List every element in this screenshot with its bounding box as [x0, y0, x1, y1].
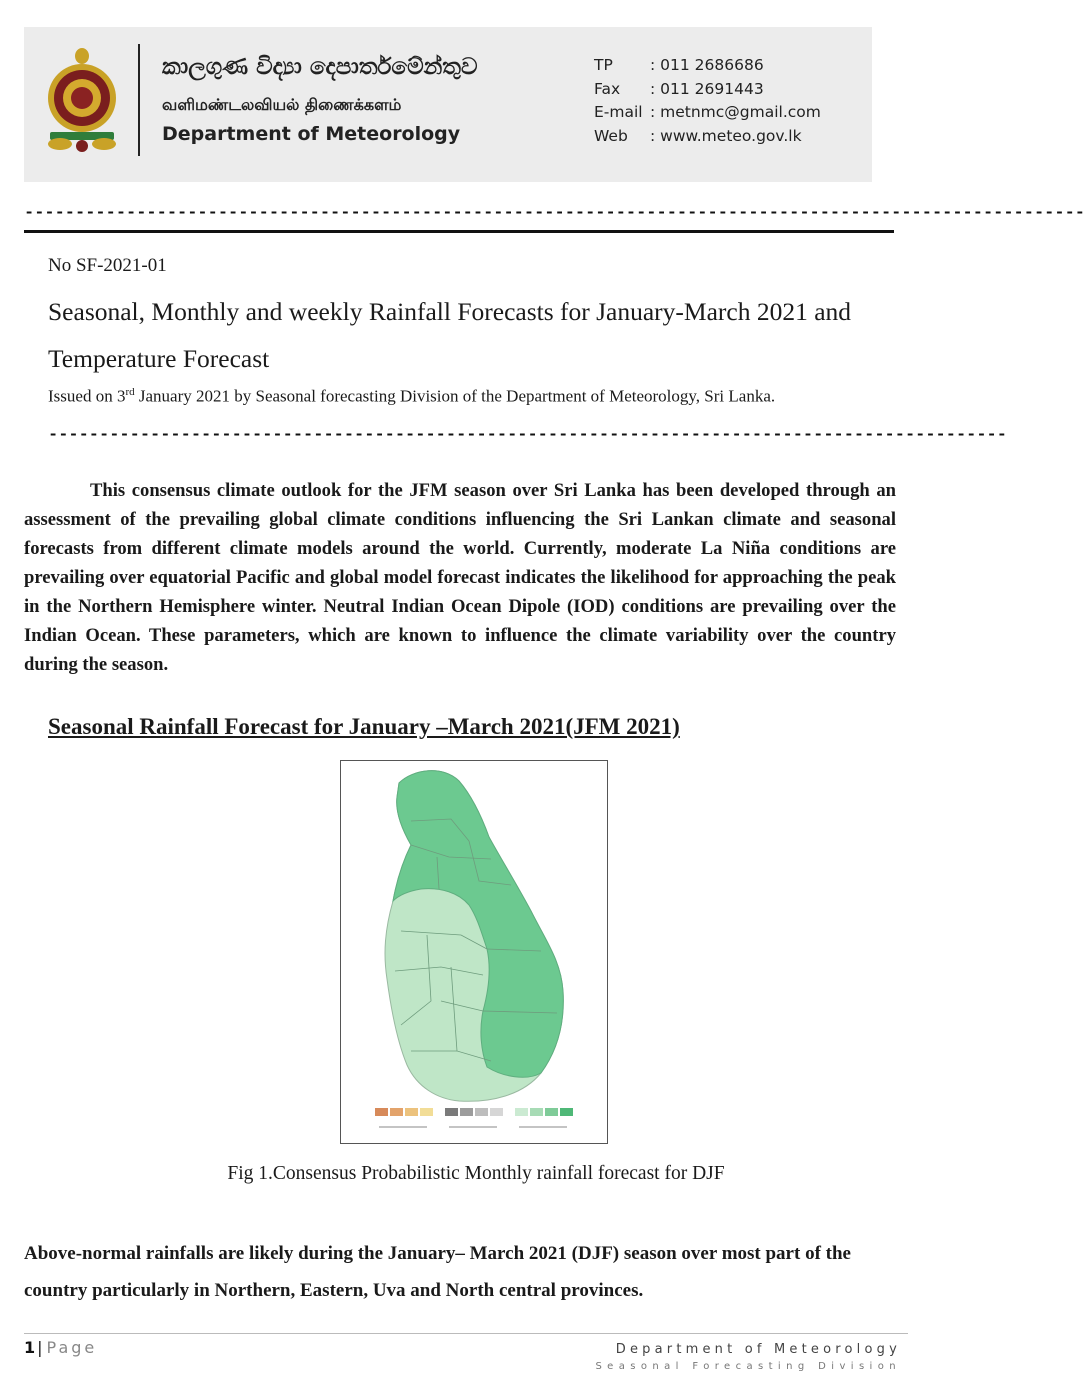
contact-tp: TP : 011 2686686: [594, 56, 764, 74]
legend-swatch: [420, 1108, 433, 1116]
sri-lanka-forecast-map: [341, 761, 606, 1142]
legend-swatch: [375, 1108, 388, 1116]
contact-web: Web : www.meteo.gov.lk: [594, 126, 802, 145]
dashed-separator: ----------------------------------------------------------------------------------------------: [48, 426, 1007, 445]
issued-line: Issued on 3rd January 2021 by Seasonal forecasting Division of the Department of Meteorology, Sri Lanka.: [48, 386, 776, 406]
footer-division: Seasonal Forecasting Division: [595, 1361, 901, 1372]
legend-swatch: [515, 1108, 528, 1116]
contact-email: E-mail : metnmc@gmail.com: [594, 103, 821, 121]
sri-lanka-emblem-icon: [44, 46, 120, 154]
contact-block: [594, 56, 821, 150]
forecast-map-figure: [340, 760, 608, 1144]
document-number: No SF-2021-01: [48, 255, 167, 276]
legend-swatch: [545, 1108, 558, 1116]
dept-name-sinhala: කාලගුණ විද්‍යා දෙපාර්තමේන්තුව: [162, 54, 478, 80]
summary-paragraph: Above-normal rainfalls are likely during the January– March 2021 (DJF) season over most part of the country particularly in Northern, Eastern, Uva and North central provinces.: [24, 1243, 851, 1301]
dept-name-english: Department of Meteorology: [162, 123, 461, 145]
section-heading: Seasonal Rainfall Forecast for January –March 2021(JFM 2021): [48, 714, 680, 739]
legend-swatch: [405, 1108, 418, 1116]
document-title: Seasonal, Monthly and weekly Rainfall Forecasts for January-March 2021 and Temperature Forecast: [48, 297, 852, 373]
legend-swatch: [490, 1108, 503, 1116]
intro-paragraph: This consensus climate outlook for the JFM season over Sri Lanka has been developed through an assessment of the prevailing global climate conditions influencing the Sri Lankan climate and seasonal forecasts from different climate models around the world. Currently, moderate La Niña conditions are prevailing over equatorial Pacific and global model forecast indicates the likelihood for approaching the peak in the Northern Hemisphere winter. Neutral Indian Ocean Dipole (IOD) conditions are prevailing over the Indian Ocean. These parameters, which are known to influence the climate variability over the country during the season.: [24, 480, 896, 675]
letterhead-divider: [138, 44, 140, 156]
page-number: 1 | Page: [24, 1338, 98, 1357]
footer-rule: [24, 1333, 908, 1334]
dashed-separator: --------------------------------------------------------------------------------------------------------: [24, 204, 1085, 223]
map-legend: [375, 1108, 573, 1127]
legend-swatch: [460, 1108, 473, 1116]
legend-swatch: [530, 1108, 543, 1116]
contact-fax: Fax : 011 2691443: [594, 79, 764, 98]
footer-department: Department of Meteorology: [615, 1342, 901, 1357]
dept-name-tamil: வளிமண்டலவியல் திணைக்களம்: [162, 95, 402, 114]
figure-caption: Fig 1.Consensus Probabilistic Monthly rainfall forecast for DJF: [227, 1163, 725, 1184]
legend-swatch: [390, 1108, 403, 1116]
legend-swatch: [445, 1108, 458, 1116]
legend-swatch: [475, 1108, 488, 1116]
header-rule: [24, 230, 894, 233]
legend-swatch: [560, 1108, 573, 1116]
